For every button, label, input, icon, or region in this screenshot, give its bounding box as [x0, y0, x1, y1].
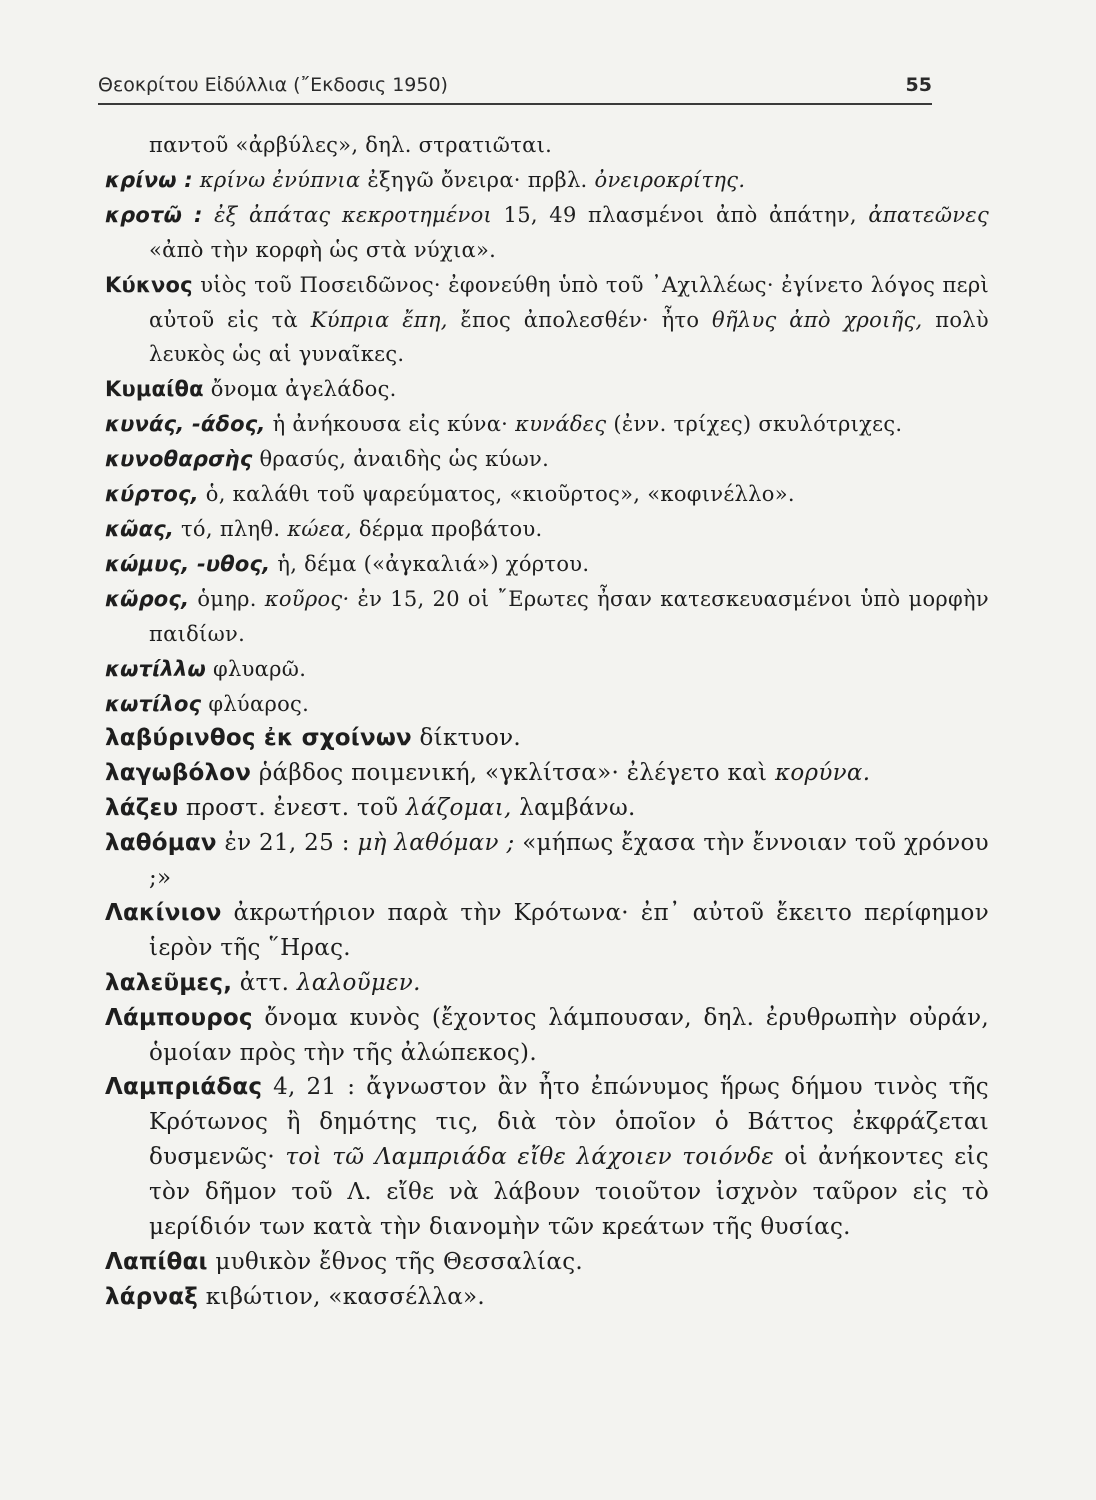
entry-text: ἀκρωτήριον παρὰ τὴν Κρότωνα· ἐπ᾿ αὐτοῦ ἔκειτο περίφημον ἱερὸν τῆς ῞Ηρας. — [149, 899, 989, 961]
entry-headword: Λαπίθαι — [105, 1249, 208, 1275]
entry-text: παντοῦ «ἀρβύλες», δηλ. στρατιῶται. — [149, 133, 553, 157]
entry-text: οἱ ἀνήκοντες εἰς τὸν δῆμον τοῦ Λ. εἴθε νὰ λάβουν τοιοῦτον ἰσχνὸν ταῦρον εἰς τὸ μερίδιόν των κατὰ τὴν διανομὴν τῶν κρεάτων τῆς θυσίας. — [149, 1144, 989, 1241]
glossary-entry — [105, 582, 989, 652]
glossary-entry — [105, 721, 989, 756]
entry-headword: κύρτος, — [105, 482, 199, 507]
entry-text: θρασύς, ἀναιδὴς ὡς κύων. — [259, 447, 550, 472]
entry-italic: λάζομαι, — [406, 795, 512, 822]
book-title: Θεοκρίτου Εἰδύλλια (῎Εκδοσις 1950) — [98, 74, 448, 96]
running-header — [98, 70, 932, 100]
entry-italic: ὀνειροκρίτης. — [594, 167, 746, 192]
entry-italic: κοῦρος· — [264, 586, 350, 611]
entry-italic: λαλοῦμεν. — [296, 969, 421, 996]
entry-italic: τοὶ τῶ Λαμπριάδα εἴθε λάχοιεν τοιόνδε — [285, 1144, 774, 1171]
entry-italic: ἀπατεῶνες — [868, 202, 989, 227]
entry-text: υἱὸς τοῦ Ποσειδῶνος· ἐφονεύθη ὑπὸ τοῦ ᾿Αχιλλέως· ἐγίνετο λόγος περὶ αὐτοῦ εἰς τὰ — [149, 272, 989, 332]
entry-text: 15, 49 πλασμένοι ἀπὸ ἀπάτην, — [503, 202, 857, 227]
glossary-entry — [105, 652, 989, 687]
entry-italic: κρίνω ἐνύπνια — [199, 167, 361, 192]
entry-headword: λαθόμαν — [105, 830, 217, 857]
entry-headword: κωτίλλω — [105, 656, 206, 681]
entry-headword: λάρναξ — [105, 1283, 199, 1310]
entry-text: δέρμα προβάτου. — [358, 516, 543, 541]
entry-text: ἡ, δέμα («ἀγκαλιά») χόρτου. — [277, 551, 590, 576]
entry-text: ἐξηγῶ ὄνειρα· πρβλ. — [367, 167, 588, 192]
entry-text: 4, 21 : ἄγνωστον ἂν ἦτο ἐπώνυμος ἥρως δήμου τινὸς τῆς Κρότωνος ἢ δημότης τις, διὰ τὸν ὁποῖον ὁ Βάττος ἐκφράζεται δυσμενῶς· — [149, 1074, 989, 1171]
entry-text: μυθικὸν ἔθνος τῆς Θεσσαλίας. — [215, 1249, 583, 1275]
entry-italic: κορύνα. — [774, 760, 871, 787]
entry-text: ὁμηρ. — [197, 586, 257, 611]
entry-italic: ἐξ ἀπάτας κεκροτημένοι — [214, 202, 493, 227]
entry-text: φλυαρῶ. — [212, 656, 307, 681]
entry-headword: λάζευ — [105, 795, 179, 822]
entry-text: ὄνομα ἀγελάδος. — [210, 377, 397, 402]
entry-text: κιβώτιον, «κασσέλλα». — [205, 1283, 486, 1310]
entry-text: «μήπως ἔχασα τὴν ἔννοιαν τοῦ χρόνου ;» — [149, 830, 989, 892]
entry-text: ἀττ. — [239, 969, 290, 996]
glossary-entry — [105, 1245, 989, 1280]
entry-headword: Λαμπριάδας — [105, 1074, 263, 1101]
entry-headword: Λακίνιον — [105, 899, 222, 926]
glossary-entry — [105, 966, 989, 1001]
glossary-entry — [105, 163, 989, 198]
glossary-entry — [105, 1001, 989, 1071]
entry-headword: λαλεῦμες, — [105, 969, 233, 996]
entry-italic: κώεα, — [287, 516, 352, 541]
page-number: 55 — [905, 74, 932, 96]
glossary-entry — [105, 477, 989, 512]
entry-headword: κρίνω : — [105, 167, 193, 192]
entry-text: φλύαρος. — [208, 691, 310, 716]
entry-text: πολὺ λευκὸς ὡς αἱ γυναῖκες. — [149, 307, 989, 367]
glossary-entry — [105, 198, 989, 268]
header-divider — [98, 103, 932, 105]
entry-text: ὄνομα κυνὸς (ἔχοντος λάμπουσαν, δηλ. ἐρυθρωπὴν οὐράν, ὁμοίαν πρὸς τὴν τῆς ἀλώπεκος). — [149, 1004, 989, 1066]
entry-text: δίκτυον. — [419, 725, 521, 752]
entry-italic: θῆλυς ἀπὸ χροιῆς, — [712, 307, 923, 332]
entry-headword: λαγωβόλον — [105, 760, 252, 787]
glossary-entry — [105, 512, 989, 547]
entry-text: λαμβάνω. — [519, 795, 636, 822]
entry-italic: Κύπρια ἔπη, — [310, 307, 448, 332]
glossary-entry — [105, 896, 989, 966]
entry-headword: κυνοθαρσὴς — [105, 447, 253, 472]
glossary-body — [0, 128, 1096, 1315]
entry-text: προστ. ἐνεστ. τοῦ — [185, 795, 399, 822]
glossary-entry — [105, 268, 989, 373]
entry-text: ἐν 15, 20 οἱ ῎Ερωτες ἦσαν κατεσκευασμένοι ὑπὸ μορφὴν παιδίων. — [149, 586, 989, 646]
entry-headword: κωτίλος — [105, 691, 202, 716]
glossary-entry — [105, 407, 989, 442]
entry-headword: κώμυς, -υθος, — [105, 551, 271, 576]
glossary-entry — [105, 1280, 989, 1315]
entry-headword: Κυμαίθα — [105, 377, 204, 402]
entry-headword: κῶρος, — [105, 586, 190, 611]
glossary-entry — [105, 372, 989, 407]
entry-headword: Κύκνος — [105, 272, 193, 297]
entry-text: ὁ, καλάθι τοῦ ψαρεύματος, «κιοῦρτος», «κοφινέλλο». — [205, 482, 795, 507]
entry-headword: λαβύρινθος ἐκ σχοίνων — [105, 725, 412, 752]
glossary-entry — [105, 791, 989, 826]
entry-text: «ἀπὸ τὴν κορφὴ ὡς στὰ νύχια». — [149, 237, 497, 262]
entry-italic: κυνάδες — [515, 412, 607, 437]
glossary-entry — [105, 687, 989, 722]
entry-headword: κῶας, — [105, 516, 175, 541]
glossary-entry-continuation — [105, 128, 989, 163]
entry-text: τό, πληθ. — [181, 516, 281, 541]
entry-text: ῥάβδος ποιμενική, «γκλίτσα»· ἐλέγετο καὶ — [258, 760, 768, 787]
entry-headword: κυνάς, -άδος, — [105, 412, 266, 437]
entry-headword: κροτῶ : — [105, 202, 203, 227]
entry-text: ἔπος ἀπολεσθέν· ἦτο — [460, 307, 700, 332]
glossary-entry — [105, 756, 989, 791]
entry-text: ἐν 21, 25 : — [224, 830, 350, 857]
glossary-entry — [105, 826, 989, 896]
entry-headword: Λάμπουρος — [105, 1004, 253, 1031]
glossary-entry — [105, 547, 989, 582]
entry-italic: μὴ λαθόμαν ; — [357, 830, 515, 857]
entry-text: (ἐνν. τρίχες) σκυλότριχες. — [613, 412, 903, 437]
glossary-entry — [105, 1070, 989, 1245]
entry-text: ἡ ἀνήκουσα εἰς κύνα· — [272, 412, 509, 437]
glossary-entry — [105, 442, 989, 477]
